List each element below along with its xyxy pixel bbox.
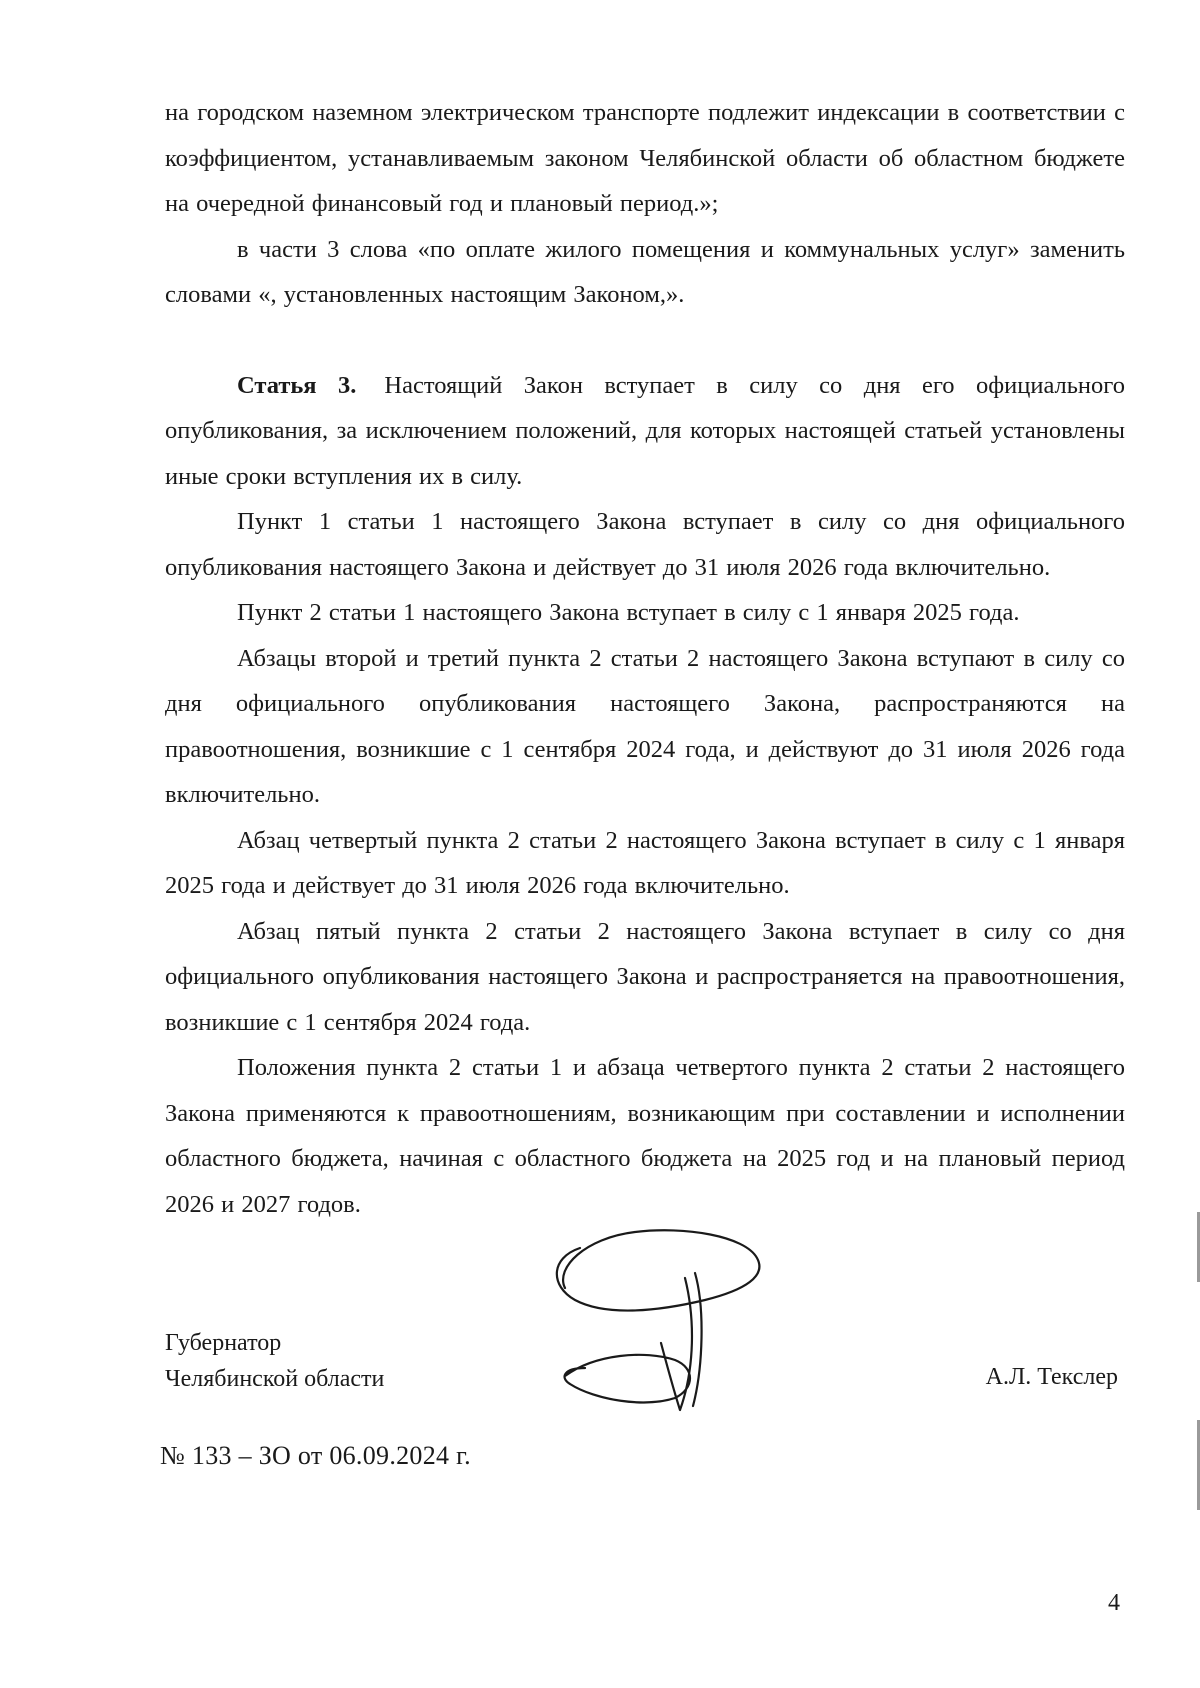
paragraph-abzacy-2-3: Абзацы второй и третий пункта 2 статьи 2 настоящего Закона вступают в силу со дня официального опубликования настоящего Закона, распространяются на правоотношения, возникшие с 1 сентября 2024 года, и действуют до 31 июля 2026 года включительно. [165, 644, 1125, 808]
page-number: 4 [1108, 1590, 1120, 1616]
paragraph-abzac-4: Абзац четвертый пункта 2 статьи 2 настоящего Закона вступает в силу с 1 января 2025 года и действует до 31 июля 2026 года включительно. [165, 826, 1125, 899]
governor-title-line2: Челябинской области [165, 1366, 385, 1392]
paragraph-point1: Пункт 1 статьи 1 настоящего Закона вступает в силу со дня официального опубликования настоящего Закона и действует до 31 июля 2026 года включительно. [165, 508, 1125, 581]
handwritten-signature [545, 1228, 775, 1418]
article-3-label: Статья 3. [237, 371, 357, 399]
paragraph-point2: Пункт 2 статьи 1 настоящего Закона вступает в силу с 1 января 2025 года. [237, 599, 1020, 626]
paragraph-abzac-5: Абзац пятый пункта 2 статьи 2 настоящего Закона вступает в силу со дня официального опубликования настоящего Закона и распространяется на правоотношения, возникшие с 1 сентября 2024 года. [165, 917, 1125, 1036]
paragraph-part3-amendment: в части 3 слова «по оплате жилого помещения и коммунальных услуг» заменить словами «, установленных настоящим Законом,». [165, 235, 1125, 308]
article-3-text: Настоящий Закон вступает в силу со дня его официального опубликования, за исключением положений, для которых настоящей статьей установлены иные сроки вступления их в силу. [165, 371, 1125, 490]
governor-title [165, 1325, 384, 1397]
paragraph-provisions: Положения пункта 2 статьи 1 и абзаца четвертого пункта 2 статьи 2 настоящего Закона применяются к правоотношениям, возникающим при составлении и исполнении областного бюджета, начиная с областного бюджета на 2025 год и на плановый период 2026 и 2027 годов. [165, 1054, 1125, 1218]
governor-title-line1: Губернатор [165, 1330, 282, 1356]
law-number-date: № 133 – ЗО от 06.09.2024 г. [160, 1441, 471, 1470]
article-spacer [165, 318, 1125, 363]
law-body [165, 90, 1125, 1227]
article-3-paragraph [165, 363, 1125, 500]
governor-name: А.Л. Текслер [985, 1364, 1118, 1390]
paragraph-continuation: на городском наземном электрическом транспорте подлежит индексации в соответствии с коэффициентом, устанавливаемым законом Челябинской области об областном бюджете на очередной финансовый год и плановый период.»; [165, 99, 1125, 217]
